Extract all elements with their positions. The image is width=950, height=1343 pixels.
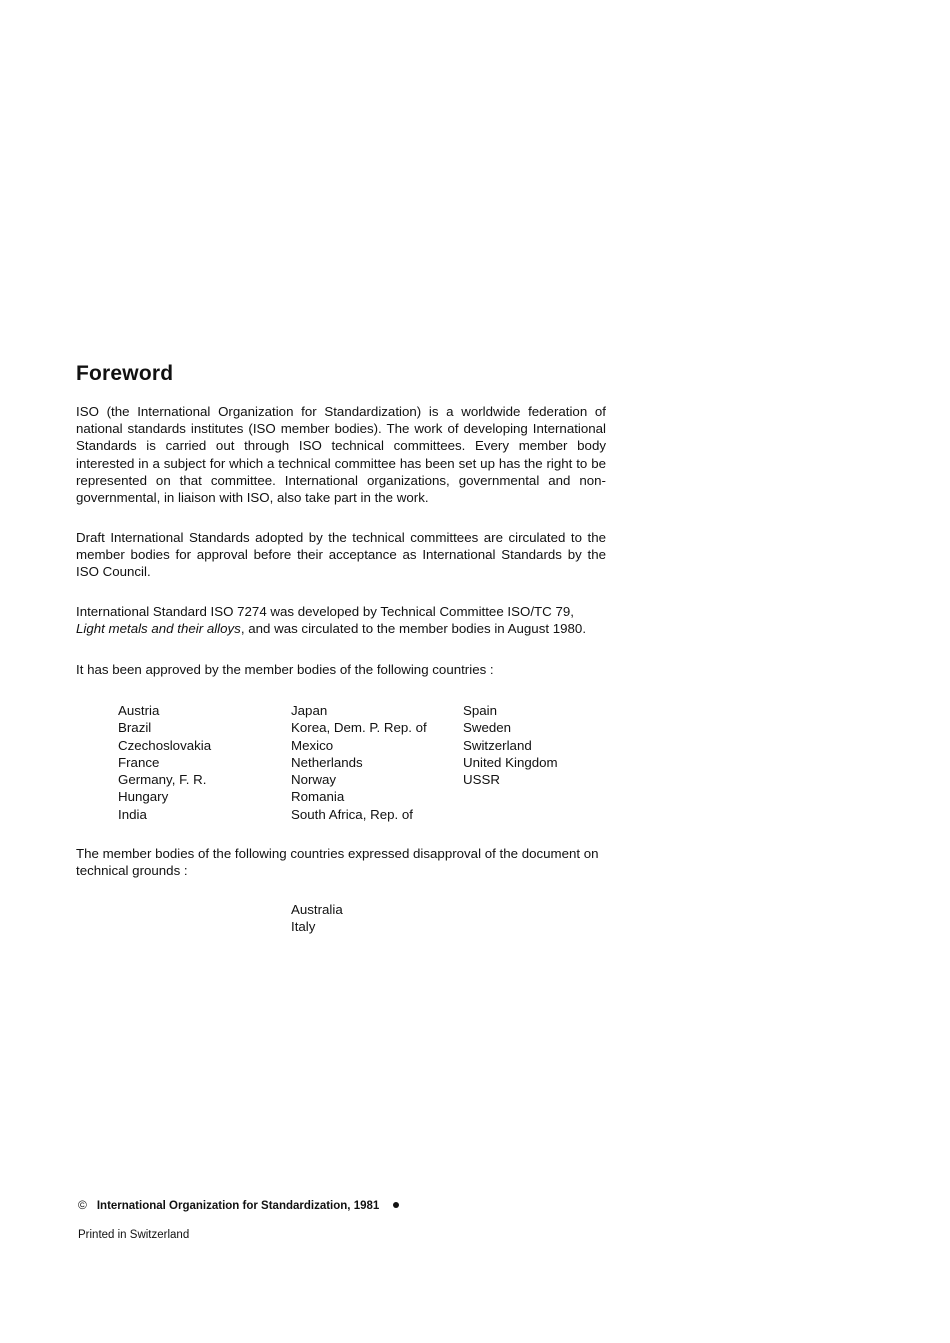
country-item: Sweden (463, 720, 512, 736)
country-item: Hungary (118, 789, 169, 805)
approval-statement: It has been approved by the member bodies of the following countries : (76, 662, 494, 677)
copyright-icon: © (78, 1198, 87, 1212)
country-item: Japan (291, 703, 328, 718)
country-item: Australia (291, 902, 343, 917)
approving-countries-column-2 (291, 702, 427, 823)
disapproval-statement: The member bodies of the following countries expressed disapproval of the document on technical grounds : (76, 846, 599, 879)
foreword-paragraph-3 (76, 603, 606, 637)
country-item: Norway (291, 772, 337, 788)
copyright-text: International Organization for Standardization, 1981 (96, 1200, 380, 1212)
country-item: Brazil (118, 720, 152, 736)
disapproving-countries-list (291, 901, 343, 936)
country-item: Mexico (291, 737, 334, 753)
approving-countries-column-1 (118, 702, 211, 823)
country-item: Romania (291, 789, 345, 805)
country-item: South Africa, Rep. of (291, 806, 413, 822)
committee-title: Light metals and their alloys (76, 621, 241, 637)
paragraph-3-intro: International Standard ISO 7274 was developed by Technical Committee ISO/TC 79, (76, 604, 574, 619)
printed-in-notice: Printed in Switzerland (78, 1229, 190, 1241)
foreword-paragraph-2: Draft International Standards adopted by the technical committees are circulated to the member bodies for approval before their acceptance as International Standards by the ISO Council. (76, 530, 606, 580)
country-item: Spain (463, 703, 498, 718)
country-item: Netherlands (291, 754, 363, 770)
page-title: Foreword (76, 362, 174, 385)
paragraph-3-outro: , and was circulated to the member bodies in August 1980. (240, 621, 587, 637)
country-item: Czechoslovakia (118, 737, 212, 753)
country-item: Italy (291, 919, 316, 935)
country-item: Switzerland (463, 737, 532, 753)
copyright-notice (78, 1198, 399, 1212)
country-item: United Kingdom (463, 754, 558, 770)
country-item: Germany, F. R. (118, 772, 207, 788)
country-item: USSR (463, 772, 500, 788)
foreword-paragraph-1: ISO (the International Organization for Standardization) is a worldwide federation of national standards institutes (ISO member bodies). The work of developing International Standards is carried out through ISO technical committees. Every member body interested in a subject for which a technical committee has been set up has the right to be represented on that committee. International organizations, governmental and non-governmental, in liaison with ISO, also take part in the work. (76, 404, 606, 506)
country-item: Korea, Dem. P. Rep. of (291, 720, 427, 736)
country-item: France (118, 754, 160, 770)
bullet-icon (393, 1202, 399, 1208)
approving-countries-column-3 (463, 702, 558, 788)
country-item: Austria (118, 703, 160, 718)
country-item: India (118, 806, 147, 822)
